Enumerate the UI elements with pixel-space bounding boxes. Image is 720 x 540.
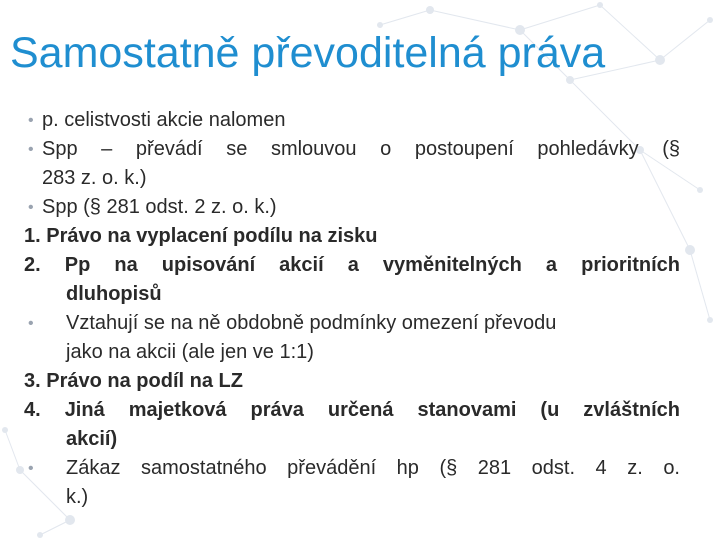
bullet-marker: • (28, 315, 34, 332)
bullet-text: Spp (§ 281 odst. 2 z. o. k.) (42, 196, 277, 218)
bullet-continuation (24, 164, 680, 193)
sub-text: k.) (66, 486, 89, 508)
sub-bullet-item (24, 309, 680, 338)
bullet-item (24, 135, 680, 164)
item-text: Pp na upisování akcií a vyměnitelných a prioritních (64, 254, 680, 276)
sub-text: Zákaz samostatného převádění hp (§ 281 odst. 4 z. o. (66, 457, 680, 479)
bullet-marker: • (28, 141, 34, 158)
item-number: 2. (24, 254, 41, 276)
item-number: 3. (24, 370, 41, 392)
numbered-item-continuation (24, 280, 680, 309)
item-number: 1. (24, 225, 41, 247)
numbered-item (24, 222, 680, 251)
bullet-text: Spp – převádí se smlouvou o postoupení pohledávky (§ (42, 138, 680, 160)
bullet-marker: • (28, 460, 34, 477)
item-number: 4. (24, 399, 41, 421)
numbered-item (24, 367, 680, 396)
bullet-item (24, 106, 680, 135)
numbered-item (24, 251, 680, 280)
slide-body (24, 106, 680, 512)
sub-text: jako na akcii (ale jen ve 1:1) (66, 341, 314, 363)
bullet-marker: • (28, 112, 34, 129)
item-text: dluhopisů (66, 283, 162, 305)
bullet-text: 283 z. o. k.) (42, 167, 147, 189)
bullet-text: p. celistvosti akcie nalomen (42, 109, 286, 131)
numbered-item (24, 396, 680, 425)
bullet-item (24, 193, 680, 222)
sub-bullet-item (24, 454, 680, 483)
item-text: akcií) (66, 428, 118, 450)
sub-text: Vztahují se na ně obdobně podmínky omezení převodu (66, 312, 557, 334)
bullet-marker: • (28, 199, 34, 216)
sub-bullet-continuation (24, 338, 680, 367)
item-text: Právo na vyplacení podílu na zisku (46, 225, 378, 247)
slide-title: Samostatně převoditelná práva (10, 29, 606, 77)
item-text: Právo na podíl na LZ (46, 370, 243, 392)
sub-bullet-continuation (24, 483, 680, 512)
item-text: Jiná majetková práva určená stanovami (u zvláštních (64, 399, 680, 421)
numbered-item-continuation (24, 425, 680, 454)
